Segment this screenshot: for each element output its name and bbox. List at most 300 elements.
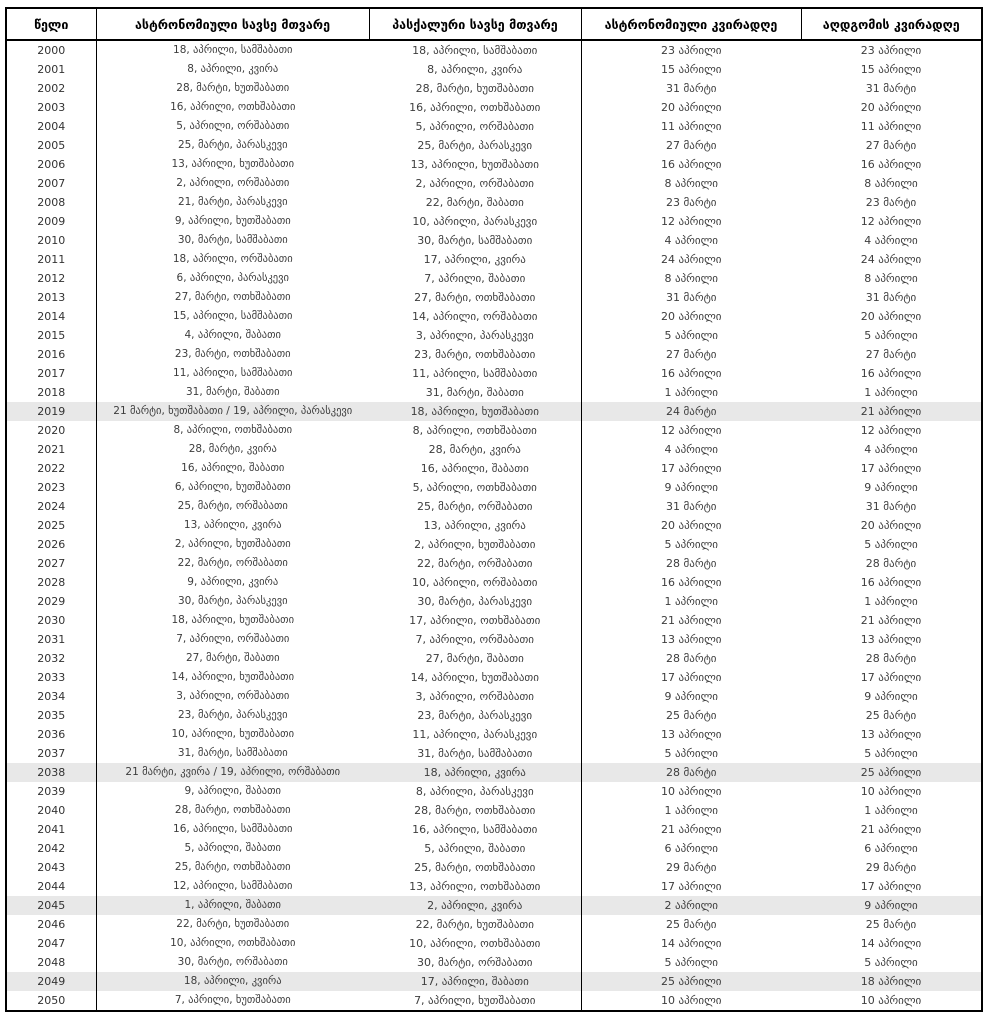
year-cell: 2037 [6, 744, 96, 763]
astronomical-full-moon-cell: 18, აპრილი, ხუთშაბათი [171, 614, 295, 626]
year-cell: 2030 [6, 611, 96, 630]
table-row [6, 136, 982, 155]
easter-sunday-cell: 9 აპრილი [801, 896, 982, 915]
astronomical-full-moon-cell: 14, აპრილი, ხუთშაბათი [171, 671, 295, 683]
table-row [6, 60, 982, 79]
astronomical-full-moon-cell: 1, აპრილი, შაბათი [96, 896, 369, 915]
year-cell: 2049 [6, 972, 96, 991]
table-row [6, 98, 982, 117]
astronomical-sunday-cell: 15 აპრილი [660, 63, 722, 76]
astronomical-full-moon-cell: 16, აპრილი, სამშაბათი [173, 823, 293, 835]
table-row [6, 934, 982, 953]
table-row [6, 516, 982, 535]
astronomical-sunday-cell: 25 მარტი [666, 918, 717, 931]
easter-sunday-cell: 8 აპრილი [864, 177, 918, 190]
paschal-full-moon-cell: 10, აპრილი, პარასკევი [369, 212, 581, 231]
table-row [6, 231, 982, 250]
astronomical-full-moon-cell: 22, მარტი, ხუთშაბათი [176, 918, 290, 930]
year-cell: 2021 [6, 440, 96, 459]
astronomical-sunday-cell: 24 აპრილი [660, 253, 722, 266]
astronomical-full-moon-cell: 31, მარტი, სამშაბათი [177, 747, 288, 759]
table-row [6, 744, 982, 763]
astronomical-full-moon-cell: 28, მარტი, კვირა [188, 443, 277, 455]
paschal-full-moon-cell: 8, აპრილი, კვირა [369, 60, 581, 79]
astronomical-full-moon-cell: 9, აპრილი, ხუთშაბათი [174, 215, 291, 227]
year-cell: 2002 [6, 79, 96, 98]
table-row [6, 706, 982, 725]
astronomical-full-moon-cell: 12, აპრილი, სამშაბათი [173, 880, 293, 892]
year-cell: 2009 [6, 212, 96, 231]
easter-sunday-cell: 5 აპრილი [864, 747, 918, 760]
year-cell: 2024 [6, 497, 96, 516]
astronomical-full-moon-cell: 2, აპრილი, ხუთშაბათი [174, 538, 291, 550]
table-row [6, 630, 982, 649]
astronomical-sunday-cell: 8 აპრილი [664, 272, 719, 285]
paschal-full-moon-cell: 8, აპრილი, პარასკევი [369, 782, 581, 801]
easter-sunday-cell: 1 აპრილი [864, 386, 918, 399]
easter-sunday-cell: 8 აპრილი [864, 272, 918, 285]
astronomical-full-moon-cell: 30, მარტი, ორშაბათი [177, 956, 288, 968]
paschal-full-moon-cell: 27, მარტი, ოთხშაბათი [369, 288, 581, 307]
paschal-full-moon-cell: 16, აპრილი, შაბათი [369, 459, 581, 478]
paschal-full-moon-cell: 14, აპრილი, ხუთშაბათი [369, 668, 581, 687]
astronomical-sunday-cell: 10 აპრილი [660, 994, 722, 1007]
astronomical-sunday-cell: 1 აპრილი [664, 386, 719, 399]
table-row [6, 478, 982, 497]
table-row [6, 326, 982, 345]
easter-sunday-cell: 28 მარტი [865, 557, 917, 570]
easter-sunday-cell: 5 აპრილი [864, 538, 918, 551]
astronomical-full-moon-cell: 13, აპრილი, ხუთშაბათი [171, 158, 295, 170]
astronomical-full-moon-cell: 9, აპრილი, შაბათი [184, 785, 281, 797]
table-row [6, 212, 982, 231]
paschal-full-moon-cell: 14, აპრილი, ორშაბათი [369, 307, 581, 326]
easter-sunday-cell: 31 მარტი [865, 500, 917, 513]
paschal-full-moon-cell: 8, აპრილი, ოთხშაბათი [369, 421, 581, 440]
astronomical-full-moon-cell: 10, აპრილი, ოთხშაბათი [170, 937, 296, 949]
astronomical-sunday-cell: 21 აპრილი [660, 614, 722, 627]
year-cell: 2041 [6, 820, 96, 839]
easter-sunday-cell: 13 აპრილი [860, 728, 922, 741]
paschal-full-moon-cell: 11, აპრილი, სამშაბათი [369, 364, 581, 383]
astronomical-sunday-cell: 6 აპრილი [664, 842, 719, 855]
astronomical-full-moon-cell: 5, აპრილი, ორშაბათი [176, 120, 290, 132]
table-row [6, 364, 982, 383]
year-cell: 2019 [6, 402, 96, 421]
astronomical-full-moon-cell: 2, აპრილი, ორშაბათი [176, 177, 290, 189]
table-row [6, 155, 982, 174]
table-row [6, 421, 982, 440]
table-row [6, 174, 982, 193]
astronomical-full-moon-cell: 6, აპრილი, ხუთშაბათი [174, 481, 291, 493]
easter-sunday-cell: 25 აპრილი [801, 763, 982, 782]
paschal-full-moon-cell: 13, აპრილი, ოთხშაბათი [369, 877, 581, 896]
astronomical-full-moon-cell: 28, მარტი, ხუთშაბათი [176, 82, 290, 94]
year-cell: 2005 [6, 136, 96, 155]
easter-sunday-cell: 21 აპრილი [801, 402, 982, 421]
easter-sunday-cell: 9 აპრილი [864, 481, 918, 494]
astronomical-sunday-cell: 17 აპრილი [660, 671, 722, 684]
astronomical-full-moon-cell: 21 მარტი, კვირა / 19, აპრილი, ორშაბათი [96, 763, 369, 782]
paschal-full-moon-cell: 25, მარტი, პარასკევი [369, 136, 581, 155]
paschal-full-moon-cell: 18, აპრილი, ხუთშაბათი [369, 402, 581, 421]
astronomical-full-moon-cell: 27, მარტი, შაბათი [185, 652, 280, 664]
paschal-full-moon-cell: 23, მარტი, ოთხშაბათი [369, 345, 581, 364]
astronomical-full-moon-cell: 18, აპრილი, კვირა [96, 972, 369, 991]
header-row [6, 8, 982, 40]
astronomical-full-moon-cell: 15, აპრილი, სამშაბათი [173, 310, 293, 322]
astronomical-full-moon-cell: 16, აპრილი, შაბათი [181, 462, 285, 474]
easter-sunday-cell: 1 აპრილი [864, 595, 918, 608]
year-cell: 2016 [6, 345, 96, 364]
paschal-full-moon-cell: 16, აპრილი, სამშაბათი [369, 820, 581, 839]
astronomical-full-moon-cell: 7, აპრილი, ხუთშაბათი [174, 994, 291, 1006]
astronomical-sunday-cell: 16 აპრილი [660, 158, 722, 171]
table-row [6, 193, 982, 212]
astronomical-full-moon-cell: 10, აპრილი, ხუთშაბათი [171, 728, 295, 740]
table-row [6, 649, 982, 668]
year-cell: 2017 [6, 364, 96, 383]
easter-sunday-cell: 31 მარტი [865, 82, 917, 95]
astronomical-full-moon-cell: 31, მარტი, შაბათი [185, 386, 280, 398]
astronomical-full-moon-cell: 8, აპრილი, ოთხშაბათი [173, 424, 293, 436]
easter-sunday-cell: 25 მარტი [865, 918, 917, 931]
astronomical-full-moon-cell: 18, აპრილი, სამშაბათი [173, 44, 293, 56]
paschal-full-moon-cell: 23, მარტი, პარასკევი [369, 706, 581, 725]
astronomical-sunday-cell: 10 აპრილი [660, 785, 722, 798]
astronomical-sunday-cell: 13 აპრილი [660, 728, 722, 741]
table-row [6, 269, 982, 288]
astronomical-sunday-cell: 5 აპრილი [664, 538, 719, 551]
year-cell: 2022 [6, 459, 96, 478]
paschal-full-moon-cell: 7, აპრილი, ორშაბათი [369, 630, 581, 649]
table-row [6, 991, 982, 1011]
paschal-full-moon-cell: 13, აპრილი, კვირა [369, 516, 581, 535]
astronomical-sunday-cell: 5 აპრილი [664, 956, 719, 969]
year-cell: 2018 [6, 383, 96, 402]
table-row [6, 953, 982, 972]
astronomical-sunday-cell: 13 აპრილი [660, 633, 722, 646]
year-cell: 2006 [6, 155, 96, 174]
year-cell: 2023 [6, 478, 96, 497]
easter-sunday-cell: 15 აპრილი [860, 63, 922, 76]
table-row [6, 611, 982, 630]
year-cell: 2020 [6, 421, 96, 440]
astronomical-full-moon-cell: 9, აპრილი, კვირა [187, 576, 279, 588]
year-cell: 2048 [6, 953, 96, 972]
year-cell: 2025 [6, 516, 96, 535]
easter-sunday-cell: 31 მარტი [865, 291, 917, 304]
astronomical-full-moon-cell: 7, აპრილი, ორშაბათი [176, 633, 290, 645]
paschal-full-moon-cell: 2, აპრილი, კვირა [369, 896, 581, 915]
column-header-astronomical-full-moon: ასტრონომიული სავსე მთვარე [96, 8, 369, 40]
easter-sunday-cell: 10 აპრილი [860, 785, 922, 798]
paschal-full-moon-cell: 11, აპრილი, პარასკევი [369, 725, 581, 744]
table-row [6, 288, 982, 307]
year-cell: 2010 [6, 231, 96, 250]
table-header [6, 8, 982, 40]
table-row [6, 725, 982, 744]
paschal-full-moon-cell: 7, აპრილი, ხუთშაბათი [369, 991, 581, 1011]
astronomical-sunday-cell: 9 აპრილი [664, 690, 719, 703]
column-header-astronomical-sunday: ასტრონომიული კვირადღე [581, 8, 801, 40]
easter-sunday-cell: 17 აპრილი [860, 671, 922, 684]
paschal-full-moon-cell: 30, მარტი, სამშაბათი [369, 231, 581, 250]
astronomical-sunday-cell: 27 მარტი [666, 139, 717, 152]
paschal-full-moon-cell: 17, აპრილი, კვირა [369, 250, 581, 269]
astronomical-sunday-cell: 12 აპრილი [660, 215, 722, 228]
table-row [6, 877, 982, 896]
astronomical-full-moon-cell: 11, აპრილი, სამშაბათი [173, 367, 293, 379]
astronomical-full-moon-cell: 21 მარტი, ხუთშაბათი / 19, აპრილი, პარასკევი [96, 402, 369, 421]
astronomical-sunday-cell: 20 აპრილი [660, 310, 722, 323]
year-cell: 2028 [6, 573, 96, 592]
easter-sunday-cell: 6 აპრილი [864, 842, 918, 855]
astronomical-sunday-cell: 17 აპრილი [660, 880, 722, 893]
astronomical-sunday-cell: 20 აპრილი [660, 519, 722, 532]
paschal-full-moon-cell: 28, მარტი, ხუთშაბათი [369, 79, 581, 98]
table-row [6, 307, 982, 326]
table-row [6, 668, 982, 687]
astronomical-full-moon-cell: 27, მარტი, ოთხშაბათი [174, 291, 291, 303]
paschal-full-moon-cell: 22, მარტი, ხუთშაბათი [369, 915, 581, 934]
easter-sunday-cell: 12 აპრილი [860, 215, 922, 228]
astronomical-sunday-cell: 1 აპრილი [664, 595, 719, 608]
table-row [6, 858, 982, 877]
astronomical-sunday-cell: 1 აპრილი [664, 804, 719, 817]
easter-sunday-cell: 16 აპრილი [860, 576, 922, 589]
table-row [6, 497, 982, 516]
year-cell: 2033 [6, 668, 96, 687]
easter-sunday-cell: 14 აპრილი [860, 937, 922, 950]
astronomical-full-moon-cell: 3, აპრილი, ორშაბათი [176, 690, 290, 702]
astronomical-sunday-cell: 14 აპრილი [660, 937, 722, 950]
table-row [6, 79, 982, 98]
astronomical-sunday-cell: 20 აპრილი [660, 101, 722, 114]
year-cell: 2003 [6, 98, 96, 117]
paschal-full-moon-cell: 28, მარტი, კვირა [369, 440, 581, 459]
astronomical-sunday-cell: 9 აპრილი [664, 481, 719, 494]
year-cell: 2012 [6, 269, 96, 288]
paschal-full-moon-cell: 18, აპრილი, კვირა [369, 763, 581, 782]
paschal-full-moon-cell: 31, მარტი, სამშაბათი [369, 744, 581, 763]
paschal-full-moon-cell: 3, აპრილი, პარასკევი [369, 326, 581, 345]
astronomical-sunday-cell: 5 აპრილი [664, 747, 719, 760]
paschal-full-moon-cell: 16, აპრილი, ოთხშაბათი [369, 98, 581, 117]
year-cell: 2031 [6, 630, 96, 649]
paschal-full-moon-cell: 2, აპრილი, ხუთშაბათი [369, 535, 581, 554]
easter-sunday-cell: 16 აპრილი [860, 367, 922, 380]
paschal-full-moon-cell: 17, აპრილი, ოთხშაბათი [369, 611, 581, 630]
paschal-full-moon-cell: 31, მარტი, შაბათი [369, 383, 581, 402]
year-cell: 2007 [6, 174, 96, 193]
paschal-full-moon-cell: 25, მარტი, ოთხშაბათი [369, 858, 581, 877]
year-cell: 2008 [6, 193, 96, 212]
astronomical-full-moon-cell: 21, მარტი, პარასკევი [177, 196, 288, 208]
paschal-full-moon-cell: 2, აპრილი, ორშაბათი [369, 174, 581, 193]
table-row [6, 402, 982, 421]
year-cell: 2047 [6, 934, 96, 953]
paschal-full-moon-cell: 25, მარტი, ორშაბათი [369, 497, 581, 516]
easter-sunday-cell: 27 მარტი [865, 139, 917, 152]
easter-sunday-cell: 17 აპრილი [860, 880, 922, 893]
easter-sunday-cell: 4 აპრილი [864, 234, 918, 247]
astronomical-full-moon-cell: 16, აპრილი, ოთხშაბათი [170, 101, 296, 113]
easter-sunday-cell: 11 აპრილი [860, 120, 922, 133]
table-row [6, 535, 982, 554]
year-cell: 2032 [6, 649, 96, 668]
paschal-full-moon-cell: 30, მარტი, პარასკევი [369, 592, 581, 611]
astronomical-full-moon-cell: 30, მარტი, პარასკევი [177, 595, 288, 607]
year-cell: 2040 [6, 801, 96, 820]
year-cell: 2015 [6, 326, 96, 345]
astronomical-full-moon-cell: 5, აპრილი, შაბათი [184, 842, 281, 854]
easter-sunday-cell: 27 მარტი [865, 348, 917, 361]
year-cell: 2045 [6, 896, 96, 915]
table-row [6, 117, 982, 136]
astronomical-sunday-cell: 31 მარტი [666, 500, 717, 513]
year-cell: 2036 [6, 725, 96, 744]
year-cell: 2042 [6, 839, 96, 858]
easter-sunday-cell: 16 აპრილი [860, 158, 922, 171]
astronomical-sunday-cell: 4 აპრილი [664, 234, 719, 247]
table-row [6, 554, 982, 573]
paschal-full-moon-cell: 5, აპრილი, ოთხშაბათი [369, 478, 581, 497]
column-header-paschal-full-moon: პასქალური სავსე მთვარე [369, 8, 581, 40]
table-row [6, 440, 982, 459]
easter-sunday-cell: 5 აპრილი [864, 329, 918, 342]
astronomical-sunday-cell: 11 აპრილი [660, 120, 722, 133]
astronomical-full-moon-cell: 23, მარტი, პარასკევი [177, 709, 288, 721]
table-row [6, 687, 982, 706]
table-row [6, 383, 982, 402]
table-row [6, 592, 982, 611]
year-cell: 2044 [6, 877, 96, 896]
astronomical-sunday-cell: 27 მარტი [666, 348, 717, 361]
astronomical-sunday-cell: 24 მარტი [581, 402, 801, 421]
table-row [6, 250, 982, 269]
easter-dates-page [0, 7, 985, 1031]
easter-sunday-cell: 20 აპრილი [860, 101, 922, 114]
year-cell: 2014 [6, 307, 96, 326]
year-cell: 2013 [6, 288, 96, 307]
year-cell: 2026 [6, 535, 96, 554]
table-row [6, 896, 982, 915]
paschal-full-moon-cell: 5, აპრილი, ორშაბათი [369, 117, 581, 136]
astronomical-sunday-cell: 23 აპრილი [660, 44, 722, 57]
astronomical-sunday-cell: 28 მარტი [581, 763, 801, 782]
easter-sunday-cell: 20 აპრილი [860, 519, 922, 532]
year-cell: 2038 [6, 763, 96, 782]
astronomical-sunday-cell: 16 აპრილი [660, 367, 722, 380]
year-cell: 2035 [6, 706, 96, 725]
astronomical-full-moon-cell: 6, აპრილი, პარასკევი [176, 272, 289, 284]
astronomical-full-moon-cell: 22, მარტი, ორშაბათი [177, 557, 288, 569]
paschal-full-moon-cell: 5, აპრილი, შაბათი [369, 839, 581, 858]
table-row [6, 782, 982, 801]
astronomical-sunday-cell: 31 მარტი [666, 82, 717, 95]
easter-sunday-cell: 10 აპრილი [860, 994, 922, 1007]
astronomical-full-moon-cell: 28, მარტი, ოთხშაბათი [174, 804, 291, 816]
astronomical-sunday-cell: 2 აპრილი [581, 896, 801, 915]
astronomical-full-moon-cell: 4, აპრილი, შაბათი [184, 329, 281, 341]
astronomical-full-moon-cell: 25, მარტი, ორშაბათი [177, 500, 288, 512]
easter-sunday-cell: 5 აპრილი [864, 956, 918, 969]
year-cell: 2000 [6, 40, 96, 60]
astronomical-full-moon-cell: 30, მარტი, სამშაბათი [177, 234, 288, 246]
paschal-full-moon-cell: 7, აპრილი, შაბათი [369, 269, 581, 288]
easter-sunday-cell: 29 მარტი [865, 861, 917, 874]
paschal-full-moon-cell: 30, მარტი, ორშაბათი [369, 953, 581, 972]
table-row [6, 839, 982, 858]
astronomical-sunday-cell: 28 მარტი [666, 652, 717, 665]
year-cell: 2034 [6, 687, 96, 706]
easter-sunday-cell: 1 აპრილი [864, 804, 918, 817]
paschal-full-moon-cell: 13, აპრილი, ხუთშაბათი [369, 155, 581, 174]
astronomical-sunday-cell: 17 აპრილი [660, 462, 722, 475]
astronomical-sunday-cell: 28 მარტი [666, 557, 717, 570]
year-cell: 2027 [6, 554, 96, 573]
year-cell: 2004 [6, 117, 96, 136]
paschal-full-moon-cell: 28, მარტი, ოთხშაბათი [369, 801, 581, 820]
astronomical-sunday-cell: 31 მარტი [666, 291, 717, 304]
easter-sunday-cell: 23 მარტი [865, 196, 917, 209]
astronomical-full-moon-cell: 23, მარტი, ოთხშაბათი [174, 348, 291, 360]
table-row [6, 801, 982, 820]
easter-sunday-cell: 20 აპრილი [860, 310, 922, 323]
paschal-full-moon-cell: 17, აპრილი, შაბათი [369, 972, 581, 991]
easter-sunday-cell: 28 მარტი [865, 652, 917, 665]
table-row [6, 459, 982, 478]
astronomical-full-moon-cell: 25, მარტი, პარასკევი [177, 139, 288, 151]
astronomical-sunday-cell: 8 აპრილი [664, 177, 719, 190]
paschal-full-moon-cell: 22, მარტი, ორშაბათი [369, 554, 581, 573]
easter-sunday-cell: 21 აპრილი [860, 614, 922, 627]
astronomical-full-moon-cell: 13, აპრილი, კვირა [183, 519, 282, 531]
astronomical-sunday-cell: 16 აპრილი [660, 576, 722, 589]
astronomical-sunday-cell: 5 აპრილი [664, 329, 719, 342]
astronomical-sunday-cell: 23 მარტი [666, 196, 717, 209]
paschal-full-moon-cell: 27, მარტი, შაბათი [369, 649, 581, 668]
year-cell: 2043 [6, 858, 96, 877]
astronomical-full-moon-cell: 25, მარტი, ოთხშაბათი [174, 861, 291, 873]
table-row [6, 915, 982, 934]
table-row [6, 820, 982, 839]
paschal-full-moon-cell: 10, აპრილი, ორშაბათი [369, 573, 581, 592]
astronomical-sunday-cell: 21 აპრილი [660, 823, 722, 836]
astronomical-sunday-cell: 25 აპრილი [581, 972, 801, 991]
table-row [6, 763, 982, 782]
paschal-full-moon-cell: 3, აპრილი, ორშაბათი [369, 687, 581, 706]
paschal-full-moon-cell: 22, მარტი, შაბათი [369, 193, 581, 212]
easter-sunday-cell: 18 აპრილი [801, 972, 982, 991]
easter-sunday-cell: 13 აპრილი [860, 633, 922, 646]
column-header-easter-sunday: აღდგომის კვირადღე [801, 8, 982, 40]
year-cell: 2011 [6, 250, 96, 269]
year-cell: 2046 [6, 915, 96, 934]
astronomical-full-moon-cell: 18, აპრილი, ორშაბათი [172, 253, 293, 265]
astronomical-sunday-cell: 12 აპრილი [660, 424, 722, 437]
year-cell: 2039 [6, 782, 96, 801]
easter-sunday-cell: 4 აპრილი [864, 443, 918, 456]
table-row [6, 345, 982, 364]
column-header-year: წელი [6, 8, 96, 40]
astronomical-sunday-cell: 25 მარტი [666, 709, 717, 722]
easter-sunday-cell: 25 მარტი [865, 709, 917, 722]
easter-sunday-cell: 24 აპრილი [860, 253, 922, 266]
astronomical-full-moon-cell: 8, აპრილი, კვირა [187, 63, 279, 75]
year-cell: 2001 [6, 60, 96, 79]
